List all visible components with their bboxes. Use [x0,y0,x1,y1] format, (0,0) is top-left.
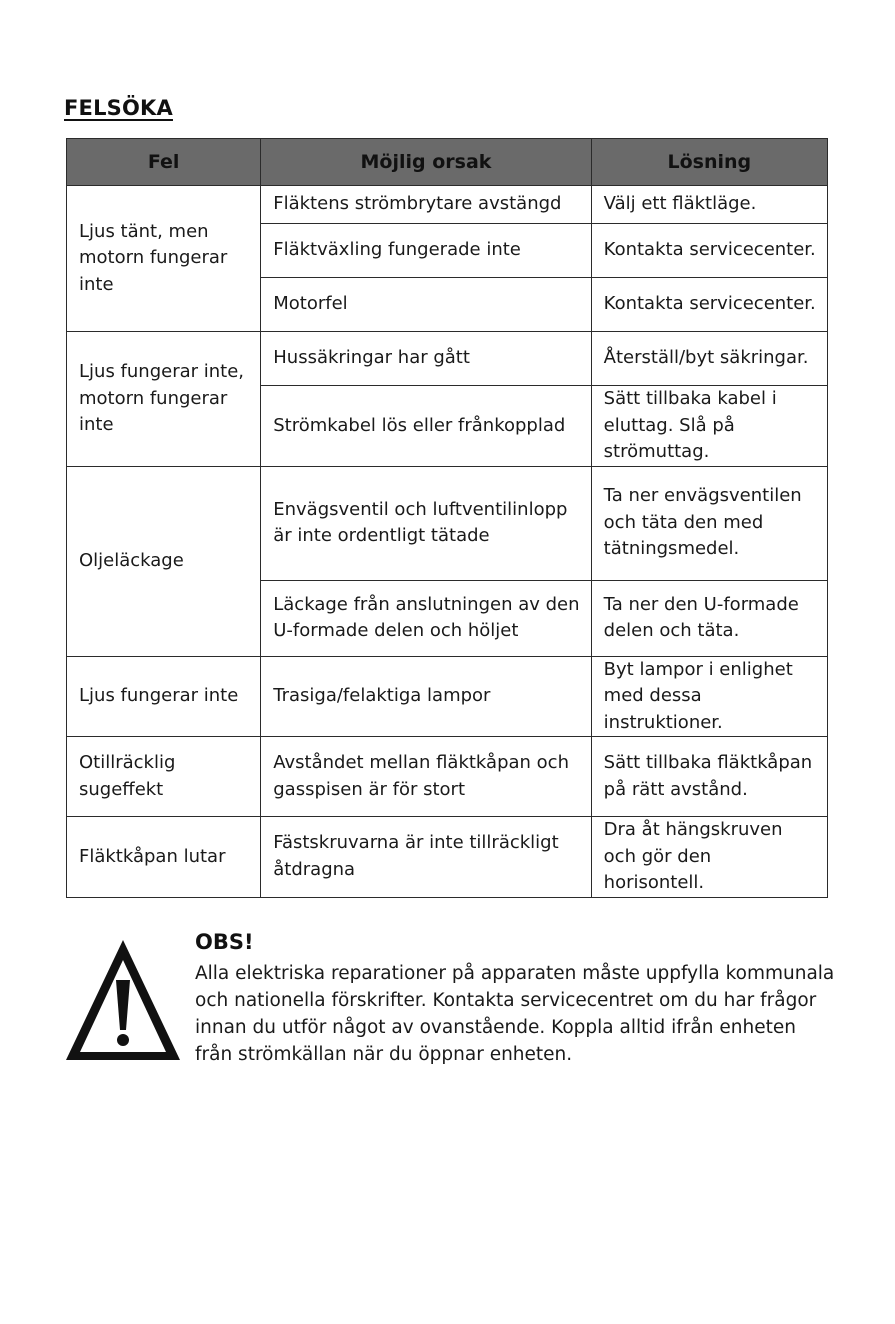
cause-cell: Trasiga/felaktiga lampor [261,656,591,737]
table-row [67,817,828,898]
warning-triangle-icon [62,936,184,1064]
cause-cell: Strömkabel lös eller frånkopplad [261,386,591,467]
solution-cell: Byt lampor i enlighet med dessa instruktioner. [591,656,827,737]
fault-cell: Oljeläckage [67,466,261,656]
table-row [67,466,828,580]
solution-cell: Sätt tillbaka kabel i eluttag. Slå på strömuttag. [591,386,827,467]
fault-cell: Ljus tänt, men motorn fungerar inte [67,186,261,332]
cause-cell: Motorfel [261,278,591,332]
page-title: FELSÖKA [64,96,173,120]
note-title: OBS! [195,930,254,954]
column-header-solution: Lösning [591,139,827,186]
solution-cell: Ta ner envägsventilen och täta den med tätningsmedel. [591,466,827,580]
solution-cell: Välj ett fläktläge. [591,186,827,224]
troubleshooting-table [66,138,828,898]
table-row [67,186,828,224]
solution-cell: Kontakta servicecenter. [591,224,827,278]
cause-cell: Hussäkringar har gått [261,332,591,386]
cause-cell: Läckage från anslutningen av den U-formade delen och höljet [261,580,591,656]
fault-cell: Otillräcklig sugeffekt [67,737,261,817]
table-header-row [67,139,828,186]
note-text: Alla elektriska reparationer på apparaten måste uppfylla kommunala och nationella förskrifter. Kontakta servicecentret om du har frågor innan du utför något av ovanstående. Koppla alltid ifrån enheten från strömkällan när du öppnar enheten. [195,963,835,1065]
fault-cell: Fläktkåpan lutar [67,817,261,898]
solution-cell: Dra åt hängskruven och gör den horisontell. [591,817,827,898]
table-row [67,332,828,386]
fault-cell: Ljus fungerar inte, motorn fungerar inte [67,332,261,467]
column-header-cause: Möjlig orsak [261,139,591,186]
solution-cell: Ta ner den U-formade delen och täta. [591,580,827,656]
cause-cell: Fläktväxling fungerade inte [261,224,591,278]
cause-cell: Envägsventil och luftventilinlopp är inte ordentligt tätade [261,466,591,580]
solution-cell: Kontakta servicecenter. [591,278,827,332]
column-header-fault: Fel [67,139,261,186]
table-row [67,737,828,817]
cause-cell: Fläktens strömbrytare avstängd [261,186,591,224]
solution-cell: Återställ/byt säkringar. [591,332,827,386]
table-row [67,656,828,737]
cause-cell: Fästskruvarna är inte tillräckligt åtdragna [261,817,591,898]
fault-cell: Ljus fungerar inte [67,656,261,737]
solution-cell: Sätt tillbaka fläktkåpan på rätt avstånd. [591,737,827,817]
cause-cell: Avståndet mellan fläktkåpan och gasspisen är för stort [261,737,591,817]
